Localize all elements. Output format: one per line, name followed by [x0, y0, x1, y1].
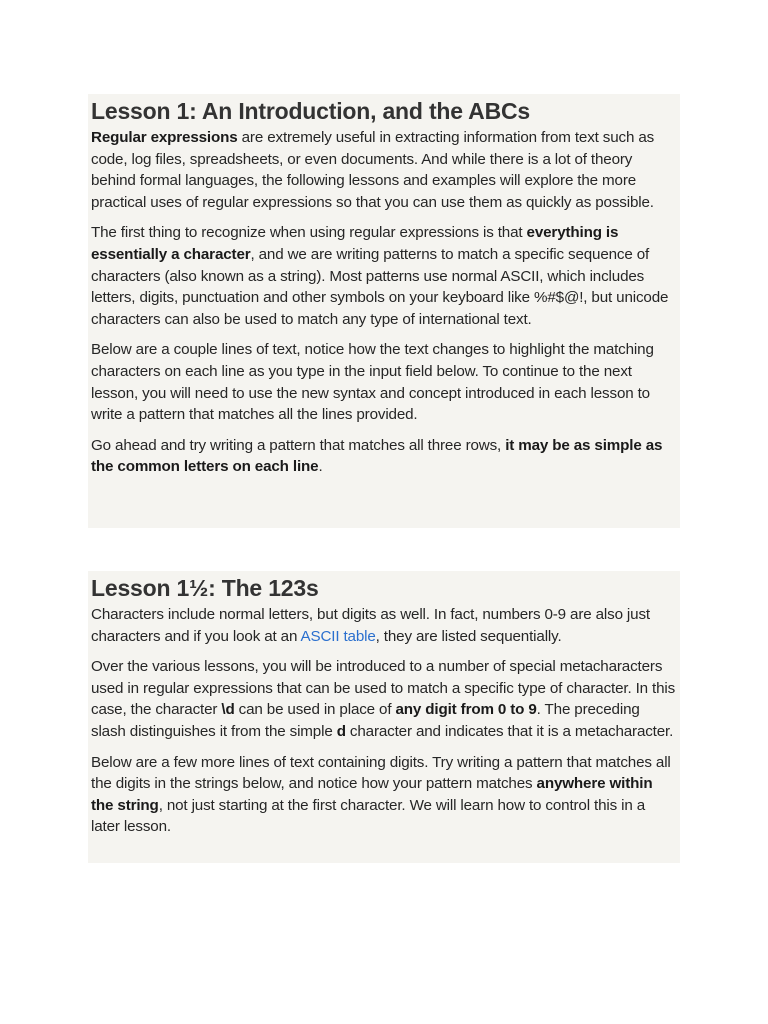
- paragraph-text: Below are a couple lines of text, notice how the text changes to highlight the matching characters on each line as you type in the input field below. To continue to the next lesson, you will need to use the new syntax and concept introduced in each lesson to write a pattern that matches all the lines provided.: [91, 341, 654, 424]
- paragraph-text: Characters include normal letters, but digits as well. In fact, numbers 0-9 are also just characters and if you look at an: [91, 606, 650, 645]
- bold-term: anywhere within the string: [91, 775, 653, 814]
- paragraph-text: . The preceding slash distinguishes it from the simple: [91, 701, 640, 740]
- bold-term: any digit from 0 to 9: [395, 701, 537, 719]
- paragraph-text: Below are a few more lines of text containing digits. Try writing a pattern that matches all the digits in the strings below, and notice how your pattern matches: [91, 753, 671, 793]
- bold-term: everything is essentially a character: [91, 224, 619, 263]
- lesson-1-5-paragraph-3: [91, 752, 677, 838]
- lesson-1-paragraph-4: [91, 435, 677, 478]
- lesson-1-section: [88, 94, 680, 528]
- paragraph-text: can be used in place of: [234, 701, 396, 719]
- lesson-1-5-section: [88, 571, 680, 863]
- paragraph-text: , not just starting at the first character. We will learn how to control this in a later lesson.: [91, 796, 646, 836]
- lesson-1-title: Lesson 1: An Introduction, and the ABCs: [91, 98, 531, 124]
- lesson-1-5-paragraph-2: [91, 656, 677, 742]
- ascii-table-link[interactable]: ASCII table: [300, 627, 376, 645]
- paragraph-text: Over the various lessons, you will be introduced to a number of special metacharacters used in regular expressions that can be used to match a specific type of character. In this case, the character: [91, 658, 676, 719]
- paragraph-text: , they are listed sequentially.: [375, 627, 562, 645]
- bold-term: d: [336, 722, 346, 740]
- lesson-1-paragraph-1: [91, 127, 677, 213]
- paragraph-text: .: [318, 458, 323, 476]
- bold-term: it may be as simple as the common letters on each line: [91, 436, 663, 476]
- paragraph-text: Go ahead and try writing a pattern that matches all three rows,: [91, 436, 506, 454]
- paragraph-text: are extremely useful in extracting information from text such as code, log files, spreadsheets, or even documents. And while there is a lot of theory behind formal languages, the following lessons and examples will explore the more practical uses of regular expressions so that you can use them as quickly as possible.: [91, 129, 655, 211]
- bold-term: Regular expressions: [91, 129, 238, 146]
- lesson-1-paragraph-3: [91, 339, 677, 425]
- paragraph-text: The first thing to recognize when using regular expressions is that: [91, 224, 527, 242]
- lesson-1-5-title: Lesson 1½: The 123s: [91, 575, 319, 601]
- lesson-1-paragraph-2: [91, 222, 677, 330]
- paragraph-text: character and indicates that it is a metacharacter.: [345, 722, 674, 740]
- lesson-1-5-paragraph-1: [91, 604, 677, 647]
- paragraph-text: , and we are writing patterns to match a specific sequence of characters (also known as a string). Most patterns use normal ASCII, which includes letters, digits, punctuation and other symbols on your keyboard like %#$@!, but unicode characters can also be used to match any type of international text.: [91, 245, 669, 328]
- bold-term: \d: [221, 701, 235, 719]
